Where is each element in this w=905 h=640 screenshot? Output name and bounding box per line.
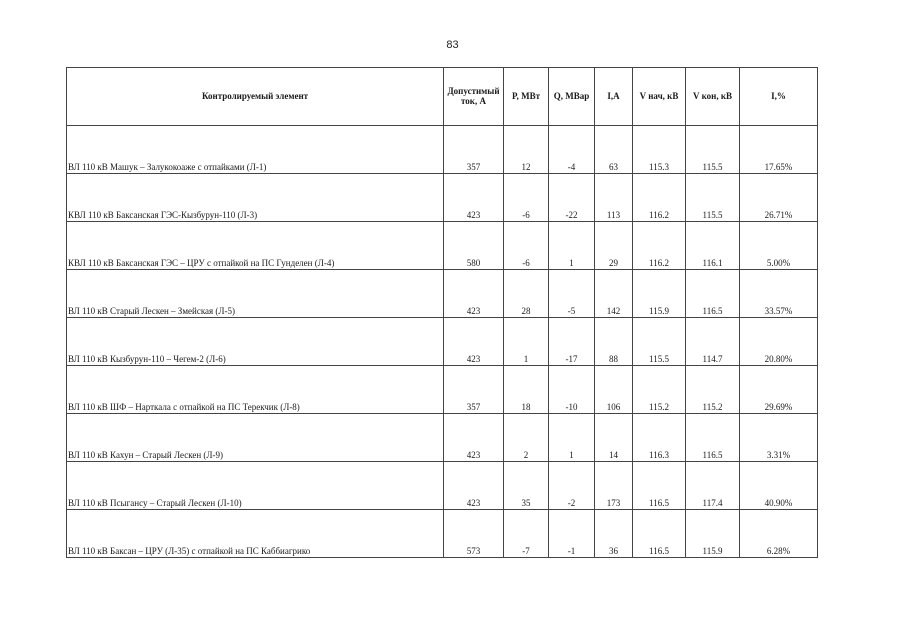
cell-value: 115.9 (633, 270, 686, 318)
cell-element-name: КВЛ 110 кВ Баксанская ГЭС – ЦРУ с отпайкой на ПС Гунделен (Л-4) (67, 222, 444, 270)
cell-value: 173 (595, 462, 633, 510)
cell-value: 115.5 (633, 318, 686, 366)
cell-value: 33.57% (740, 270, 818, 318)
cell-value: 573 (444, 510, 504, 558)
cell-element-name: ВЛ 110 кВ Псыгансу – Старый Лескен (Л-10) (67, 462, 444, 510)
cell-value: 12 (504, 126, 549, 174)
cell-value: 114.7 (686, 318, 740, 366)
cell-value: 142 (595, 270, 633, 318)
cell-value: 116.5 (633, 510, 686, 558)
cell-value: 18 (504, 366, 549, 414)
table-row (67, 318, 818, 366)
table-body (67, 126, 818, 558)
cell-element-name: ВЛ 110 кВ Кызбурун-110 – Чегем-2 (Л-6) (67, 318, 444, 366)
cell-element-name: ВЛ 110 кВ Кахун – Старый Лескен (Л-9) (67, 414, 444, 462)
cell-value: 115.5 (686, 126, 740, 174)
cell-value: -10 (549, 366, 595, 414)
cell-element-name: ВЛ 110 кВ Старый Лескен – Змейская (Л-5) (67, 270, 444, 318)
header-allowed-current: Допустимый ток, А (444, 68, 504, 126)
cell-value: -2 (549, 462, 595, 510)
cell-value: 5.00% (740, 222, 818, 270)
monitored-elements-table (66, 67, 818, 558)
page-number: 83 (446, 39, 459, 51)
cell-value: 116.2 (633, 222, 686, 270)
cell-value: -4 (549, 126, 595, 174)
cell-value: 423 (444, 174, 504, 222)
cell-value: 28 (504, 270, 549, 318)
cell-value: 423 (444, 270, 504, 318)
cell-value: 1 (504, 318, 549, 366)
table-row (67, 174, 818, 222)
cell-value: -22 (549, 174, 595, 222)
cell-value: 35 (504, 462, 549, 510)
table-row (67, 510, 818, 558)
cell-value: 88 (595, 318, 633, 366)
cell-value: 580 (444, 222, 504, 270)
header-p: P, МВт (504, 68, 549, 126)
cell-value: 115.9 (686, 510, 740, 558)
cell-value: 423 (444, 414, 504, 462)
cell-value: 117.4 (686, 462, 740, 510)
cell-element-name: ВЛ 110 кВ ШФ – Нарткала с отпайкой на ПС Терекчик (Л-8) (67, 366, 444, 414)
header-element: Контролируемый элемент (67, 68, 444, 126)
cell-value: -17 (549, 318, 595, 366)
cell-value: 115.5 (686, 174, 740, 222)
cell-value: -7 (504, 510, 549, 558)
cell-value: 423 (444, 318, 504, 366)
header-q: Q, МВар (549, 68, 595, 126)
cell-value: 116.1 (686, 222, 740, 270)
cell-value: 357 (444, 366, 504, 414)
cell-element-name: КВЛ 110 кВ Баксанская ГЭС-Кызбурун-110 (Л-3) (67, 174, 444, 222)
table-row (67, 222, 818, 270)
cell-value: 26.71% (740, 174, 818, 222)
table-row (67, 462, 818, 510)
cell-element-name: ВЛ 110 кВ Машук – Залукокоаже с отпайками (Л-1) (67, 126, 444, 174)
cell-value: 17.65% (740, 126, 818, 174)
cell-value: 113 (595, 174, 633, 222)
cell-value: 29.69% (740, 366, 818, 414)
cell-value: 20.80% (740, 318, 818, 366)
cell-value: 116.3 (633, 414, 686, 462)
table-row (67, 366, 818, 414)
cell-value: 63 (595, 126, 633, 174)
cell-element-name: ВЛ 110 кВ Баксан – ЦРУ (Л-35) с отпайкой на ПС Каббиагрико (67, 510, 444, 558)
header-i-percent: I,% (740, 68, 818, 126)
cell-value: 1 (549, 222, 595, 270)
cell-value: 36 (595, 510, 633, 558)
cell-value: 115.3 (633, 126, 686, 174)
cell-value: 1 (549, 414, 595, 462)
cell-value: 3.31% (740, 414, 818, 462)
cell-value: 6.28% (740, 510, 818, 558)
cell-value: 2 (504, 414, 549, 462)
header-v-end: V кон, кВ (686, 68, 740, 126)
cell-value: 40.90% (740, 462, 818, 510)
table-header-row (67, 68, 818, 126)
cell-value: 115.2 (633, 366, 686, 414)
table-row (67, 126, 818, 174)
cell-value: -6 (504, 174, 549, 222)
cell-value: 116.5 (686, 270, 740, 318)
table-row (67, 270, 818, 318)
cell-value: 423 (444, 462, 504, 510)
cell-value: 116.5 (686, 414, 740, 462)
cell-value: -5 (549, 270, 595, 318)
cell-value: 116.2 (633, 174, 686, 222)
cell-value: 357 (444, 126, 504, 174)
header-v-start: V нач, кВ (633, 68, 686, 126)
cell-value: -1 (549, 510, 595, 558)
cell-value: 116.5 (633, 462, 686, 510)
cell-value: 29 (595, 222, 633, 270)
cell-value: 106 (595, 366, 633, 414)
table-row (67, 414, 818, 462)
cell-value: 115.2 (686, 366, 740, 414)
header-i: I,A (595, 68, 633, 126)
cell-value: 14 (595, 414, 633, 462)
cell-value: -6 (504, 222, 549, 270)
